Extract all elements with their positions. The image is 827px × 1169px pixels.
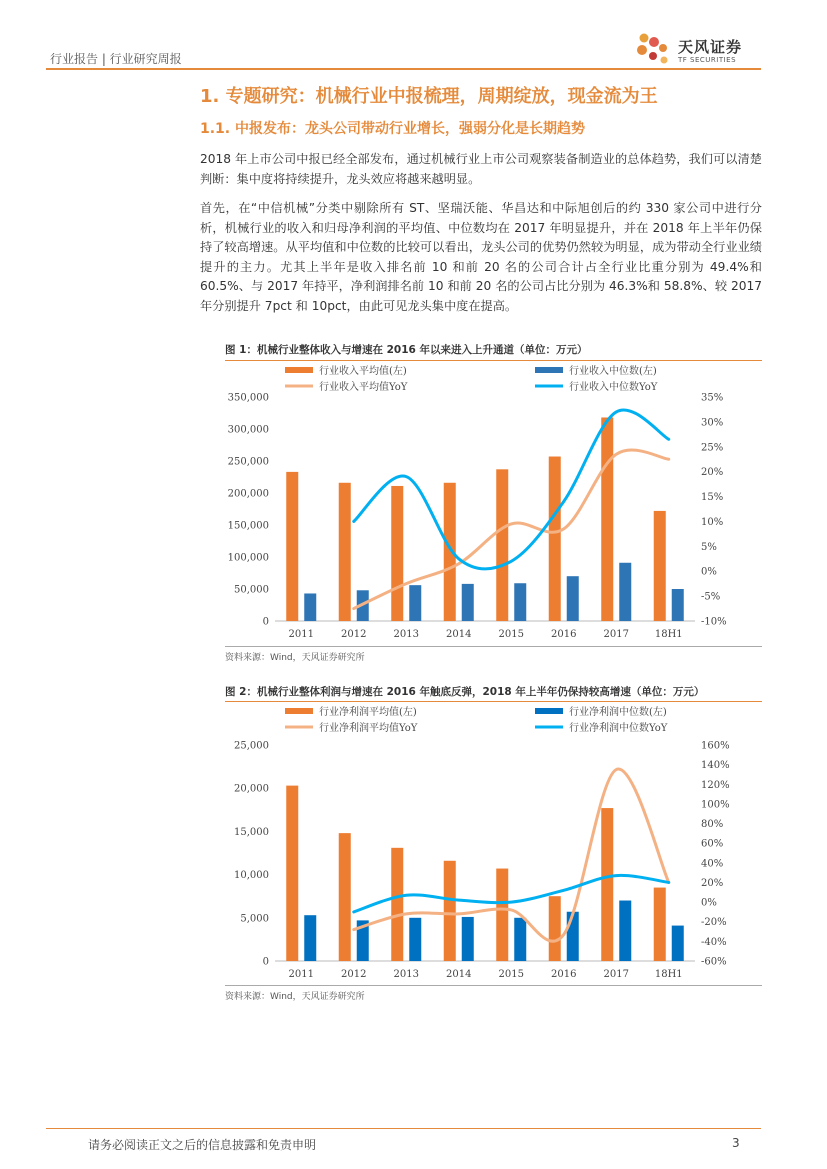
y-right-tick-label: -5% [701,591,721,603]
subsection-heading: 1.1. 中报发布：龙头公司带动行业增长，强弱分化是长期趋势 [200,121,585,137]
y-right-tick-label: -40% [701,936,727,948]
y-right-tick-label: 20% [701,877,724,889]
bar [514,918,526,961]
y-right-tick-label: 80% [701,819,724,831]
legend-label: 行业收入平均值YoY [319,382,408,393]
x-tick-label: 2016 [551,629,577,640]
x-tick-label: 2016 [551,969,577,980]
bar [549,896,561,961]
legend-label: 行业净利润平均值(左) [319,707,417,718]
x-tick-label: 2015 [498,969,524,980]
y-left-tick-label: 15,000 [234,826,269,838]
y-left-tick-label: 350,000 [227,392,269,404]
footer-divider [46,1128,761,1129]
y-left-tick-label: 20,000 [234,783,269,795]
bar [409,585,421,621]
y-right-tick-label: 160% [701,740,730,752]
y-right-tick-label: -10% [701,616,727,628]
legend-label: 行业收入中位数(左) [569,366,657,377]
bar [496,469,508,621]
y-right-tick-label: 35% [701,392,724,404]
y-left-tick-label: 0 [262,616,269,628]
y-right-tick-label: 25% [701,442,724,454]
figure-1-bottom-rule [225,646,762,647]
bar [304,915,316,961]
x-tick-label: 18H1 [654,629,683,640]
bar [567,576,579,621]
y-right-tick-label: 0% [701,897,717,909]
y-right-tick-label: 40% [701,858,724,870]
y-right-tick-label: 60% [701,838,724,850]
report-category: 行业报告 | 行业研究周报 [50,52,182,66]
legend-swatch [535,367,563,373]
figure-1-top-rule [225,360,762,361]
bar [619,563,631,621]
y-right-tick-label: -60% [701,956,727,968]
legend-swatch [535,708,563,714]
figure-2-chart [225,703,762,983]
y-left-tick-label: 100,000 [227,552,269,564]
legend-swatch [285,367,313,373]
legend-label: 行业收入平均值(左) [319,366,407,377]
header-divider [46,68,761,70]
bar [304,593,316,621]
section-heading: 1. 专题研究：机械行业中报梳理，周期绽放，现金流为王 [200,86,658,107]
bar [391,848,403,961]
y-left-tick-label: 25,000 [234,740,269,752]
y-right-tick-label: 100% [701,799,730,811]
y-left-tick-label: 150,000 [227,520,269,532]
bar [601,417,613,621]
y-right-tick-label: 15% [701,492,724,504]
bar [601,808,613,961]
bar [339,833,351,961]
y-right-tick-label: 20% [701,467,724,479]
x-tick-label: 2012 [341,629,367,640]
bar [654,888,666,961]
figure-1-chart [225,362,762,644]
figure-2-source: 资料来源：Wind，天风证券研究所 [225,992,365,1002]
bar [286,786,298,961]
bar [496,869,508,961]
bar [672,926,684,961]
figure-1-title: 图 1：机械行业整体收入与增速在 2016 年以来进入上升通道（单位：万元） [225,344,588,356]
bar [286,472,298,621]
y-right-tick-label: 0% [701,566,717,578]
x-tick-label: 2011 [288,629,314,640]
y-left-tick-label: 10,000 [234,870,269,882]
x-tick-label: 2013 [393,969,419,980]
bar [409,918,421,961]
bar [462,917,474,961]
legend-swatch [285,708,313,714]
x-tick-label: 2014 [446,969,472,980]
bar [619,901,631,961]
y-left-tick-label: 200,000 [227,488,269,500]
y-left-tick-label: 0 [262,956,269,968]
page-number: 3 [732,1136,740,1150]
x-tick-label: 2014 [446,629,472,640]
y-right-tick-label: 10% [701,516,724,528]
legend-label: 行业净利润中位数YoY [569,723,668,734]
bar [549,457,561,621]
x-tick-label: 2013 [393,629,419,640]
brand-name: 天风证券 [678,38,743,56]
bar [339,483,351,621]
bar [654,511,666,621]
bar [514,583,526,621]
x-tick-label: 18H1 [654,969,683,980]
footer-disclaimer: 请务必阅读正文之后的信息披露和免责申明 [88,1138,317,1152]
brand-name-en: TF SECURITIES [678,56,737,64]
bar [567,912,579,961]
y-left-tick-label: 250,000 [227,456,269,468]
y-right-tick-label: 140% [701,760,730,772]
paragraph-intro: 2018 年上市公司中报已经全部发布，通过机械行业上市公司观察装备制造业的总体趋势，我们可以清楚判断：集中度将持续提升，龙头效应将越来越明显。 [200,152,762,186]
legend-label: 行业净利润平均值YoY [319,723,418,734]
x-tick-label: 2017 [603,969,629,980]
paragraph-analysis: 首先，在“中信机械”分类中剔除所有 ST、坚瑞沃能、华昌达和中际旭创后的约 330 家公司中进行分析，机械行业的收入和归母净利润的平均值、中位数均在 2017 年明显提升，并在 2018 年上半年仍保持了较高增速。从平均值和中位数的比较可以看出，龙头公司的优势仍然较为明显，成为带动全行业业绩提升的主力。尤其上半年是收入排名前 10 和前 20 名的公司合计占全行业比重分别为 49.4%和 60.5%、与 2017 年持平，净利润排名前 10 和前 20 名的公司占比分别为 46.3%和 58.8%、较 2017 年分别提升 7pct 和 10pct，由此可见龙头集中度在提高。 [200,201,762,313]
legend-label: 行业收入中位数YoY [569,382,658,393]
x-tick-label: 2015 [498,629,524,640]
y-right-tick-label: 120% [701,779,730,791]
legend-label: 行业净利润中位数(左) [569,707,667,718]
x-tick-label: 2017 [603,629,629,640]
bar [444,861,456,961]
bar [672,589,684,621]
y-left-tick-label: 300,000 [227,424,269,436]
figure-2-title: 图 2：机械行业整体利润与增速在 2016 年触底反弹，2018 年上半年仍保持较高增速（单位：万元） [225,686,705,698]
figure-2-bottom-rule [225,985,762,986]
y-left-tick-label: 50,000 [234,584,269,596]
y-right-tick-label: 5% [701,541,717,553]
figure-1-source: 资料来源：Wind，天风证券研究所 [225,653,365,663]
x-tick-label: 2012 [341,969,367,980]
figure-2-top-rule [225,701,762,702]
x-tick-label: 2011 [288,969,314,980]
y-right-tick-label: -20% [701,917,727,929]
bar [391,486,403,621]
y-left-tick-label: 5,000 [240,913,269,925]
bar [462,584,474,621]
y-right-tick-label: 30% [701,417,724,429]
